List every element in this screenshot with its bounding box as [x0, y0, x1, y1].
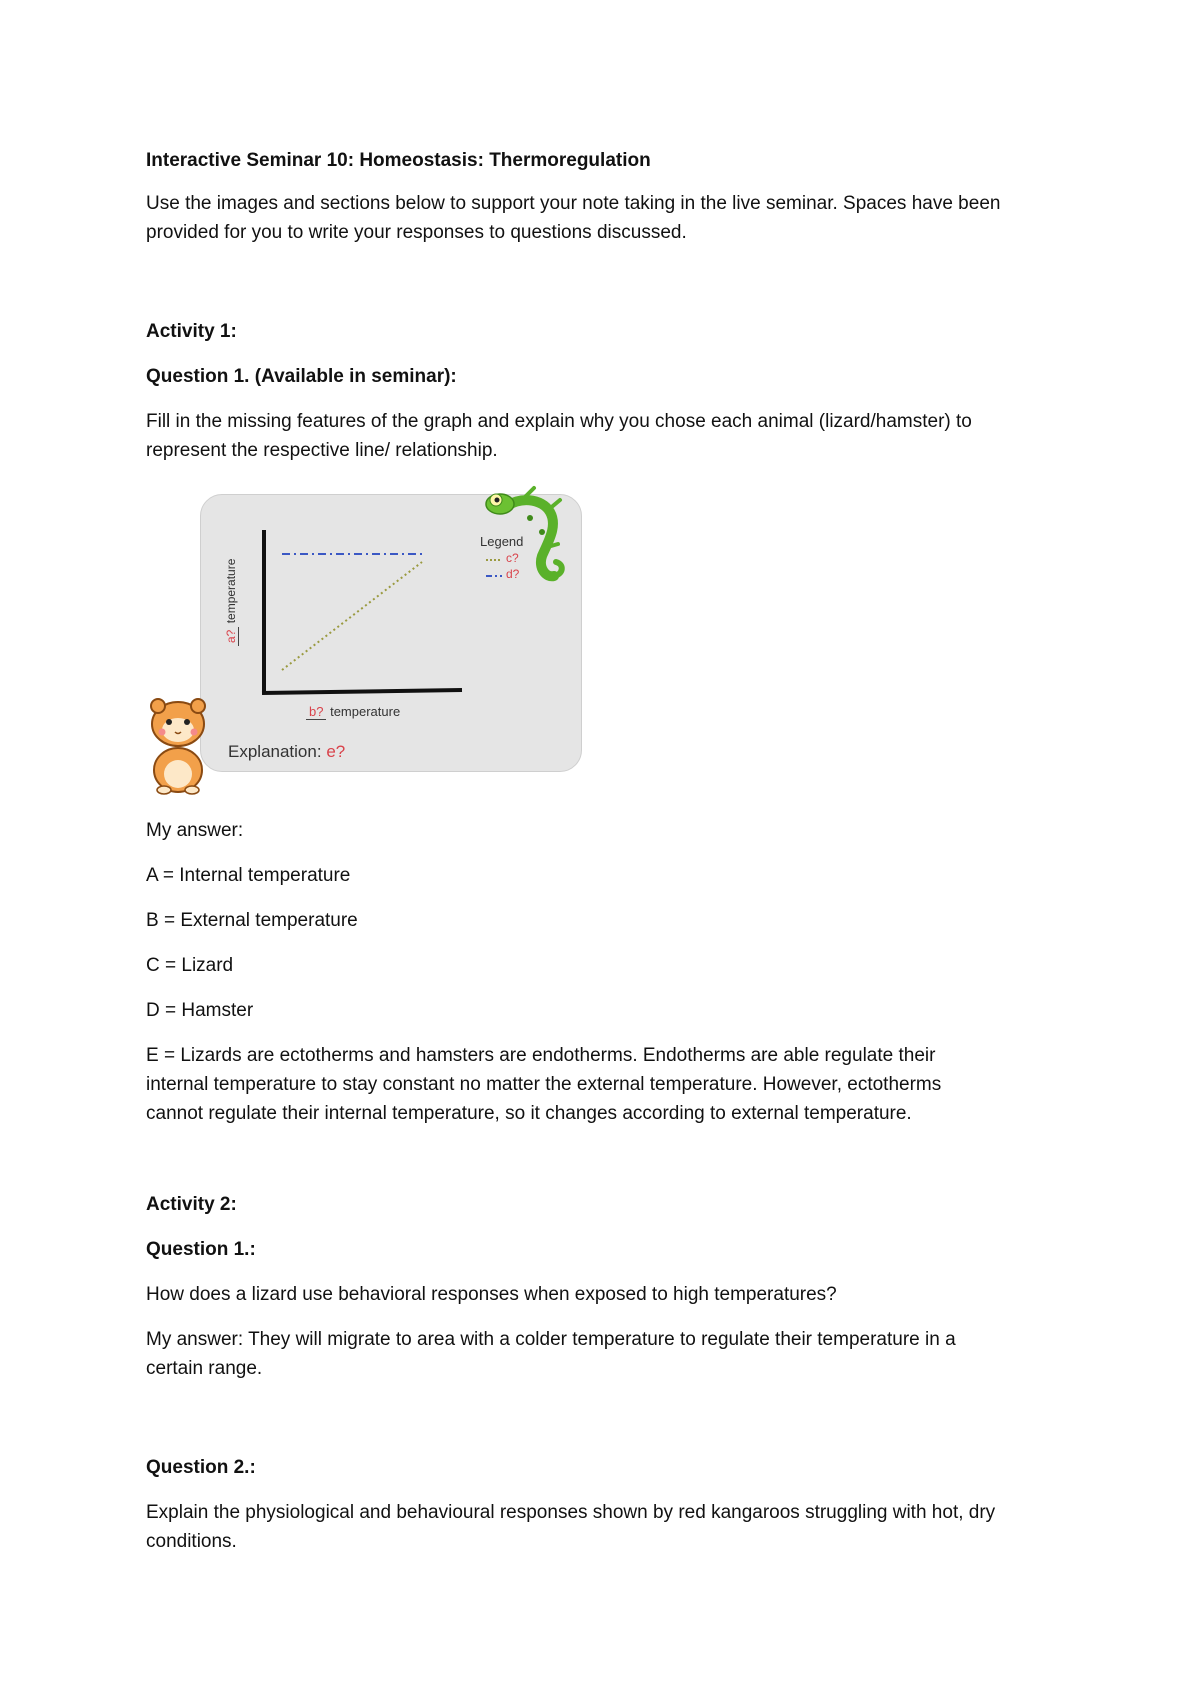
answer-c: C = Lizard: [146, 955, 234, 976]
legend-d-label: d?: [506, 567, 520, 581]
explanation-blank: e?: [326, 742, 346, 761]
activity-2-question-1-text: How does a lizard use behavioral responses when exposed to high temperatures?: [146, 1284, 837, 1305]
x-axis-label-text: temperature: [330, 704, 401, 719]
activity-2-heading: Activity 2:: [146, 1194, 237, 1215]
explanation-label: [228, 742, 345, 762]
answer-a: A = Internal temperature: [146, 865, 351, 886]
explanation-text: Explanation:: [228, 742, 322, 761]
answer-b: B = External temperature: [146, 910, 358, 931]
answer-e-line-3: cannot regulate their internal temperature, so it changes according to external temperature.: [146, 1103, 912, 1124]
answer-heading: My answer:: [146, 820, 244, 841]
activity-2-question-2-heading: Question 2.:: [146, 1457, 256, 1478]
dotted-line: [282, 562, 422, 670]
legend-title: Legend: [480, 534, 524, 549]
activity-2-question-1-answer-line-1: My answer: They will migrate to area with a colder temperature to regulate their temperature in a: [146, 1329, 956, 1350]
intro-line-2: provided for you to write your responses to questions discussed.: [146, 222, 687, 243]
answer-d: D = Hamster: [146, 1000, 254, 1021]
activity-2-question-2-line-1: Explain the physiological and behavioural responses shown by red kangaroos struggling with hot, dry: [146, 1502, 996, 1523]
activity-2-question-1-answer-line-2: certain range.: [146, 1358, 263, 1379]
graph-drawing: [150, 478, 600, 798]
activity-2-question-2-line-2: conditions.: [146, 1531, 237, 1552]
intro-line-1: Use the images and sections below to support your note taking in the live seminar. Spaces have been: [146, 193, 1001, 214]
activity-2-question-1-heading: Question 1.:: [146, 1239, 256, 1260]
answer-e-line-1: E = Lizards are ectotherms and hamsters are endotherms. Endotherms are able regulate their: [146, 1045, 936, 1066]
graph-figure: [150, 478, 600, 798]
activity-1-heading: Activity 1:: [146, 321, 237, 342]
x-axis-label: [306, 704, 400, 720]
y-axis-blank: a?: [224, 627, 239, 646]
answer-e-line-2: internal temperature to stay constant no matter the external temperature. However, ectotherms: [146, 1074, 942, 1095]
y-axis-label: [224, 486, 244, 646]
x-axis: [262, 690, 462, 693]
x-axis-blank: b?: [306, 705, 326, 720]
legend-item-d: [486, 567, 519, 581]
hamster-icon: [151, 699, 205, 794]
activity-1-question-line-1: Fill in the missing features of the graph and explain why you chose each animal (lizard/hamster) to: [146, 411, 972, 432]
activity-1-question-heading: Question 1. (Available in seminar):: [146, 366, 457, 387]
y-axis-label-text: temperature: [224, 558, 238, 624]
legend-c-label: c?: [506, 551, 519, 565]
legend-item-c: [486, 551, 519, 565]
activity-1-question-line-2: represent the respective line/ relationship.: [146, 440, 498, 461]
document-title: Interactive Seminar 10: Homeostasis: Thermoregulation: [146, 150, 651, 171]
